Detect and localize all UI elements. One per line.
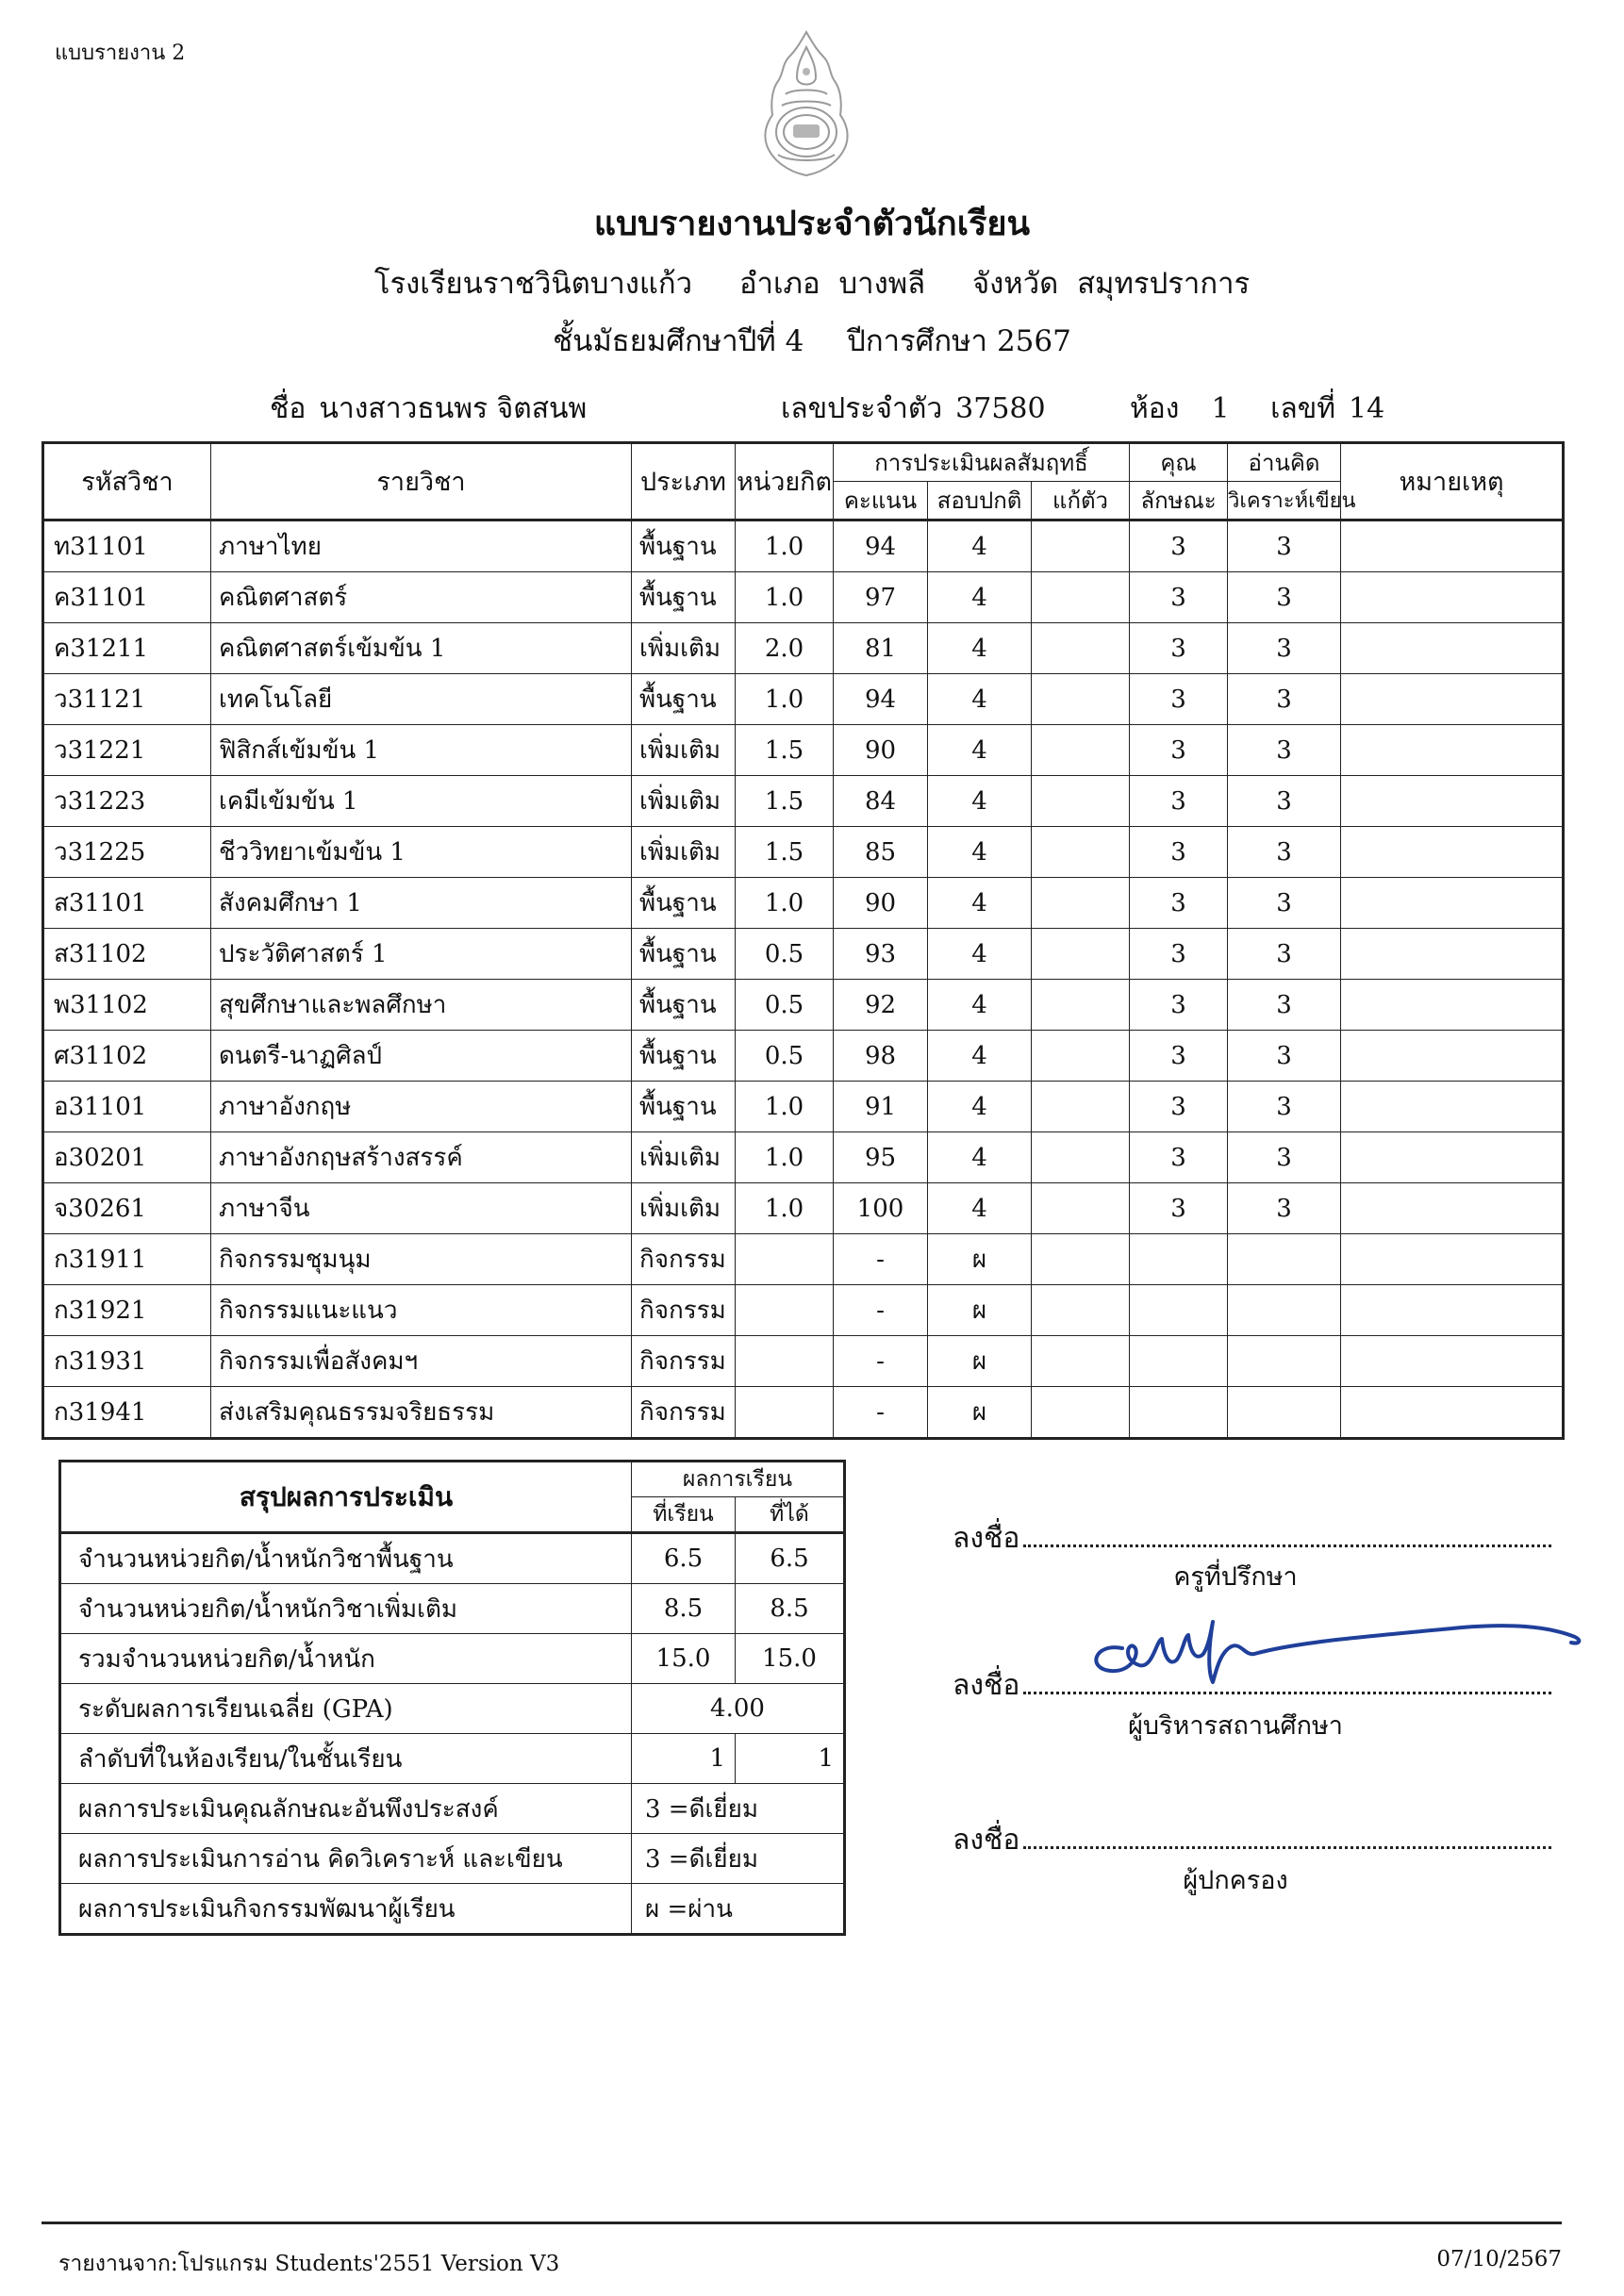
- summary-row-basic: [60, 1533, 845, 1584]
- characteristic-value: [1130, 1387, 1228, 1439]
- subject-type: เพิ่มเติม: [632, 776, 736, 827]
- grade-value: 4: [928, 520, 1032, 572]
- characteristic-value: 3: [1130, 1082, 1228, 1132]
- subject-code: ส31102: [43, 929, 211, 980]
- retake-value: [1032, 1132, 1130, 1183]
- table-row: [43, 1336, 1564, 1387]
- summary-value: 8.5: [632, 1584, 736, 1634]
- student-name: นางสาวธนพร จิตสนพ: [319, 392, 588, 425]
- header-score: คะแนน: [834, 482, 928, 520]
- parent-caption: ผู้ปกครอง: [1183, 1866, 1288, 1895]
- retake-value: [1032, 1285, 1130, 1336]
- credit-value: 1.0: [736, 878, 834, 929]
- remark-value: [1341, 1132, 1564, 1183]
- credit-value: 1.5: [736, 776, 834, 827]
- reading-value: [1228, 1285, 1341, 1336]
- subject-name: ภาษาไทย: [211, 520, 632, 572]
- summary-row-total: [60, 1634, 845, 1684]
- subject-type: เพิ่มเติม: [632, 623, 736, 674]
- sign-label: ลงชื่อ: [953, 1669, 1020, 1702]
- table-row: [43, 725, 1564, 776]
- reading-value: 3: [1228, 1183, 1341, 1234]
- score-value: -: [834, 1285, 928, 1336]
- subject-name: ประวัติศาสตร์ 1: [211, 929, 632, 980]
- header-assessment: การประเมินผลสัมฤทธิ์: [834, 443, 1130, 482]
- remark-value: [1341, 776, 1564, 827]
- reading-value: 3: [1228, 674, 1341, 725]
- credit-value: 0.5: [736, 1031, 834, 1082]
- summary-label: ผลการประเมินกิจกรรมพัฒนาผู้เรียน: [60, 1884, 632, 1935]
- name-label: ชื่อ: [270, 392, 307, 425]
- summary-label: ผลการประเมินการอ่าน คิดวิเคราะห์ และเขียน: [60, 1834, 632, 1884]
- score-value: -: [834, 1336, 928, 1387]
- table-row: [43, 980, 1564, 1031]
- characteristic-value: 3: [1130, 776, 1228, 827]
- score-value: 92: [834, 980, 928, 1031]
- header-retake: แก้ตัว: [1032, 482, 1130, 520]
- subject-code: ก31931: [43, 1336, 211, 1387]
- summary-label: ระดับผลการเรียนเฉลี่ย (GPA): [60, 1684, 632, 1734]
- remark-value: [1341, 980, 1564, 1031]
- subject-type: เพิ่มเติม: [632, 1183, 736, 1234]
- subject-code: ก31921: [43, 1285, 211, 1336]
- subject-name: ดนตรี-นาฏศิลป์: [211, 1031, 632, 1082]
- subject-type: เพิ่มเติม: [632, 725, 736, 776]
- rank-room: 1: [632, 1734, 736, 1784]
- student-id-field: [781, 387, 1046, 431]
- subject-name: กิจกรรมแนะแนว: [211, 1285, 632, 1336]
- subject-code: ก31911: [43, 1234, 211, 1285]
- retake-value: [1032, 929, 1130, 980]
- reading-value: 3: [1228, 1082, 1341, 1132]
- room-label: ห้อง: [1130, 392, 1180, 425]
- school-emblem-icon: [750, 28, 863, 179]
- subject-type: พื้นฐาน: [632, 674, 736, 725]
- retake-value: [1032, 725, 1130, 776]
- grade-value: 4: [928, 572, 1032, 623]
- reading-value: 3: [1228, 520, 1341, 572]
- form-number: แบบรายงาน 2: [55, 41, 186, 65]
- characteristic-value: 3: [1130, 623, 1228, 674]
- score-value: -: [834, 1234, 928, 1285]
- score-value: 90: [834, 878, 928, 929]
- header-type: ประเภท: [632, 443, 736, 520]
- score-value: 97: [834, 572, 928, 623]
- subject-code: ศ31102: [43, 1031, 211, 1082]
- score-value: 85: [834, 827, 928, 878]
- retake-value: [1032, 1387, 1130, 1439]
- reading-value: 3: [1228, 980, 1341, 1031]
- summary-label: จำนวนหน่วยกิต/น้ำหนักวิชาพื้นฐาน: [60, 1533, 632, 1584]
- reading-value: 3: [1228, 1031, 1341, 1082]
- table-row: [43, 1234, 1564, 1285]
- credit-value: 1.5: [736, 827, 834, 878]
- subject-type: พื้นฐาน: [632, 929, 736, 980]
- subject-type: พื้นฐาน: [632, 1031, 736, 1082]
- subject-name: สุขศึกษาและพลศึกษา: [211, 980, 632, 1031]
- characteristic-result: 3 =ดีเยี่ยม: [632, 1784, 845, 1834]
- reading-value: 3: [1228, 623, 1341, 674]
- grade-level: ชั้นมัธยมศึกษาปีที่ 4: [553, 324, 804, 358]
- retake-value: [1032, 1082, 1130, 1132]
- room-field: [1130, 387, 1384, 431]
- remark-value: [1341, 1234, 1564, 1285]
- credit-value: 1.0: [736, 572, 834, 623]
- summary-row-characteristic: [60, 1784, 845, 1834]
- header-subject: รายวิชา: [211, 443, 632, 520]
- subject-name: ภาษาจีน: [211, 1183, 632, 1234]
- summary-value: 15.0: [632, 1634, 736, 1684]
- grade-value: 4: [928, 1132, 1032, 1183]
- subject-name: ส่งเสริมคุณธรรมจริยธรรม: [211, 1387, 632, 1439]
- table-row: [43, 1082, 1564, 1132]
- id-label: เลขประจำตัว: [781, 392, 943, 425]
- gpa-value: 4.00: [632, 1684, 845, 1734]
- subject-name: ภาษาอังกฤษสร้างสรรค์: [211, 1132, 632, 1183]
- remark-value: [1341, 878, 1564, 929]
- remark-value: [1341, 1031, 1564, 1082]
- rank-class: 1: [736, 1734, 845, 1784]
- reading-result: 3 =ดีเยี่ยม: [632, 1834, 845, 1884]
- header-remark: หมายเหตุ: [1341, 443, 1564, 520]
- summary-value: 15.0: [736, 1634, 845, 1684]
- reading-value: [1228, 1387, 1341, 1439]
- credit-value: [736, 1234, 834, 1285]
- summary-row-extra: [60, 1584, 845, 1634]
- reading-value: 3: [1228, 929, 1341, 980]
- credit-value: 1.0: [736, 1183, 834, 1234]
- subject-type: พื้นฐาน: [632, 1082, 736, 1132]
- parent-sign-line: [953, 1818, 1551, 1862]
- remark-value: [1341, 572, 1564, 623]
- school-name: โรงเรียนราชวินิตบางแก้ว: [373, 267, 693, 301]
- retake-value: [1032, 623, 1130, 674]
- summary-earned-header: ที่ได้: [736, 1497, 845, 1533]
- score-value: 94: [834, 520, 928, 572]
- credit-value: [736, 1336, 834, 1387]
- advisor-sign-line: [953, 1516, 1551, 1561]
- score-value: 100: [834, 1183, 928, 1234]
- reading-value: 3: [1228, 725, 1341, 776]
- characteristic-value: [1130, 1234, 1228, 1285]
- subject-type: พื้นฐาน: [632, 520, 736, 572]
- score-value: 94: [834, 674, 928, 725]
- characteristic-value: 3: [1130, 878, 1228, 929]
- subject-type: กิจกรรม: [632, 1234, 736, 1285]
- subject-code: ว31225: [43, 827, 211, 878]
- header-reading-bottom: วิเคราะห์เขียน: [1228, 482, 1341, 520]
- score-value: 91: [834, 1082, 928, 1132]
- score-value: 93: [834, 929, 928, 980]
- room-value: 1: [1211, 392, 1230, 425]
- grade-value: ผ: [928, 1336, 1032, 1387]
- remark-value: [1341, 623, 1564, 674]
- remark-value: [1341, 520, 1564, 572]
- retake-value: [1032, 1183, 1130, 1234]
- characteristic-value: 3: [1130, 674, 1228, 725]
- retake-value: [1032, 520, 1130, 572]
- subject-type: พื้นฐาน: [632, 878, 736, 929]
- retake-value: [1032, 980, 1130, 1031]
- footer-divider: [41, 2222, 1562, 2224]
- summary-label: ผลการประเมินคุณลักษณะอันพึงประสงค์: [60, 1784, 632, 1834]
- subject-name: คณิตศาสตร์: [211, 572, 632, 623]
- report-title: แบบรายงานประจำตัวนักเรียน: [593, 204, 1031, 243]
- table-row: [43, 674, 1564, 725]
- director-caption: ผู้บริหารสถานศึกษา: [1128, 1711, 1343, 1741]
- remark-value: [1341, 827, 1564, 878]
- subject-code: ค31101: [43, 572, 211, 623]
- grades-table: [41, 441, 1565, 1440]
- characteristic-value: 3: [1130, 1031, 1228, 1082]
- retake-value: [1032, 1234, 1130, 1285]
- grade-value: ผ: [928, 1285, 1032, 1336]
- student-id: 37580: [955, 392, 1046, 425]
- subject-code: ว31121: [43, 674, 211, 725]
- header-characteristic-bottom: ลักษณะ: [1130, 482, 1228, 520]
- remark-value: [1341, 1183, 1564, 1234]
- subject-name: เทคโนโลยี: [211, 674, 632, 725]
- subject-code: ท31101: [43, 520, 211, 572]
- grade-value: 4: [928, 776, 1032, 827]
- reading-value: 3: [1228, 572, 1341, 623]
- table-row: [43, 1285, 1564, 1336]
- reading-value: 3: [1228, 878, 1341, 929]
- header-reading-top: อ่านคิด: [1228, 443, 1341, 482]
- grade-value: 4: [928, 980, 1032, 1031]
- credit-value: 1.5: [736, 725, 834, 776]
- summary-label: รวมจำนวนหน่วยกิต/น้ำหนัก: [60, 1634, 632, 1684]
- remark-value: [1341, 1387, 1564, 1439]
- reading-value: [1228, 1234, 1341, 1285]
- student-name-field: [270, 387, 587, 431]
- footer-date: 07/10/2567: [1436, 2247, 1562, 2271]
- district-label: อำเภอ: [738, 267, 820, 301]
- grade-value: 4: [928, 1082, 1032, 1132]
- subject-name: ฟิสิกส์เข้มข้น 1: [211, 725, 632, 776]
- footer-source: รายงานจาก:โปรแกรม Students'2551 Version V3: [58, 2252, 560, 2276]
- subject-name: กิจกรรมชุมนุม: [211, 1234, 632, 1285]
- subject-code: ก31941: [43, 1387, 211, 1439]
- grade-value: 4: [928, 929, 1032, 980]
- grade-value: 4: [928, 674, 1032, 725]
- sign-label: ลงชื่อ: [953, 1522, 1020, 1555]
- grade-line: [0, 317, 1624, 364]
- subject-code: ว31223: [43, 776, 211, 827]
- header-characteristic-top: คุณ: [1130, 443, 1228, 482]
- characteristic-value: 3: [1130, 827, 1228, 878]
- subject-name: สังคมศึกษา 1: [211, 878, 632, 929]
- subject-name: ชีววิทยาเข้มข้น 1: [211, 827, 632, 878]
- characteristic-value: 3: [1130, 572, 1228, 623]
- credit-value: 1.0: [736, 1082, 834, 1132]
- header-credit: หน่วยกิต: [736, 443, 834, 520]
- subject-name: กิจกรรมเพื่อสังคมฯ: [211, 1336, 632, 1387]
- score-value: 95: [834, 1132, 928, 1183]
- retake-value: [1032, 1031, 1130, 1082]
- reading-value: 3: [1228, 1132, 1341, 1183]
- subject-code: ว31221: [43, 725, 211, 776]
- summary-label: ลำดับที่ในห้องเรียน/ในชั้นเรียน: [60, 1734, 632, 1784]
- retake-value: [1032, 878, 1130, 929]
- grade-value: 4: [928, 1183, 1032, 1234]
- header-normal-exam: สอบปกติ: [928, 482, 1032, 520]
- summary-value: 6.5: [736, 1533, 845, 1584]
- summary-row-rank: [60, 1734, 845, 1784]
- score-value: 98: [834, 1031, 928, 1082]
- credit-value: [736, 1387, 834, 1439]
- grade-value: ผ: [928, 1234, 1032, 1285]
- summary-result-header: ผลการเรียน: [632, 1462, 845, 1497]
- school-line: [0, 259, 1624, 306]
- subject-name: เคมีเข้มข้น 1: [211, 776, 632, 827]
- credit-value: 1.0: [736, 1132, 834, 1183]
- table-row: [43, 878, 1564, 929]
- reading-value: [1228, 1336, 1341, 1387]
- subject-type: เพิ่มเติม: [632, 827, 736, 878]
- characteristic-value: 3: [1130, 929, 1228, 980]
- subject-type: พื้นฐาน: [632, 572, 736, 623]
- table-row: [43, 623, 1564, 674]
- remark-value: [1341, 725, 1564, 776]
- district-value: บางพลี: [838, 267, 926, 301]
- characteristic-value: 3: [1130, 1183, 1228, 1234]
- remark-value: [1341, 1336, 1564, 1387]
- province-value: สมุทรปราการ: [1077, 267, 1251, 301]
- sign-label: ลงชื่อ: [953, 1824, 1020, 1857]
- grade-value: 4: [928, 623, 1032, 674]
- table-row: [43, 1031, 1564, 1082]
- grade-value: 4: [928, 725, 1032, 776]
- summary-label: จำนวนหน่วยกิต/น้ำหนักวิชาเพิ่มเติม: [60, 1584, 632, 1634]
- retake-value: [1032, 1336, 1130, 1387]
- summary-row-reading: [60, 1834, 845, 1884]
- credit-value: [736, 1285, 834, 1336]
- grade-value: 4: [928, 878, 1032, 929]
- summary-row-gpa: [60, 1684, 845, 1734]
- retake-value: [1032, 776, 1130, 827]
- subject-name: ภาษาอังกฤษ: [211, 1082, 632, 1132]
- score-value: 90: [834, 725, 928, 776]
- retake-value: [1032, 674, 1130, 725]
- credit-value: 0.5: [736, 929, 834, 980]
- retake-value: [1032, 827, 1130, 878]
- remark-value: [1341, 1285, 1564, 1336]
- remark-value: [1341, 929, 1564, 980]
- characteristic-value: [1130, 1285, 1228, 1336]
- table-row: [43, 1132, 1564, 1183]
- subject-code: ค31211: [43, 623, 211, 674]
- table-row: [43, 776, 1564, 827]
- credit-value: 0.5: [736, 980, 834, 1031]
- advisor-caption: ครูที่ปรึกษา: [1173, 1562, 1298, 1592]
- table-row: [43, 520, 1564, 572]
- score-value: 81: [834, 623, 928, 674]
- table-row: [43, 929, 1564, 980]
- year-value: 2567: [996, 324, 1071, 358]
- activity-result: ผ =ผ่าน: [632, 1884, 845, 1935]
- credit-value: 2.0: [736, 623, 834, 674]
- score-value: 84: [834, 776, 928, 827]
- subject-code: ส31101: [43, 878, 211, 929]
- summary-row-activity: [60, 1884, 845, 1935]
- header-code: รหัสวิชา: [43, 443, 211, 520]
- retake-value: [1032, 572, 1130, 623]
- grade-value: 4: [928, 1031, 1032, 1082]
- grade-value: 4: [928, 827, 1032, 878]
- summary-title: สรุปผลการประเมิน: [60, 1462, 632, 1533]
- characteristic-value: 3: [1130, 980, 1228, 1031]
- subject-code: อ30201: [43, 1132, 211, 1183]
- number-label: เลขที่: [1270, 392, 1336, 425]
- director-sign-line: [953, 1663, 1551, 1708]
- subject-code: จ30261: [43, 1183, 211, 1234]
- summary-registered-header: ที่เรียน: [632, 1497, 736, 1533]
- summary-value: 8.5: [736, 1584, 845, 1634]
- credit-value: 1.0: [736, 674, 834, 725]
- subject-type: เพิ่มเติม: [632, 1132, 736, 1183]
- characteristic-value: [1130, 1336, 1228, 1387]
- subject-type: กิจกรรม: [632, 1387, 736, 1439]
- subject-type: กิจกรรม: [632, 1285, 736, 1336]
- province-label: จังหวัด: [972, 267, 1059, 301]
- score-value: -: [834, 1387, 928, 1439]
- table-row: [43, 1183, 1564, 1234]
- table-row: [43, 827, 1564, 878]
- year-label: ปีการศึกษา: [847, 324, 987, 358]
- subject-type: พื้นฐาน: [632, 980, 736, 1031]
- remark-value: [1341, 674, 1564, 725]
- table-row: [43, 572, 1564, 623]
- subject-type: กิจกรรม: [632, 1336, 736, 1387]
- characteristic-value: 3: [1130, 1132, 1228, 1183]
- summary-value: 6.5: [632, 1533, 736, 1584]
- reading-value: 3: [1228, 827, 1341, 878]
- number-value: 14: [1349, 392, 1385, 425]
- subject-code: อ31101: [43, 1082, 211, 1132]
- reading-value: 3: [1228, 776, 1341, 827]
- credit-value: 1.0: [736, 520, 834, 572]
- characteristic-value: 3: [1130, 725, 1228, 776]
- remark-value: [1341, 1082, 1564, 1132]
- characteristic-value: 3: [1130, 520, 1228, 572]
- grade-value: ผ: [928, 1387, 1032, 1439]
- subject-code: พ31102: [43, 980, 211, 1031]
- summary-table: [58, 1460, 846, 1936]
- subject-name: คณิตศาสตร์เข้มข้น 1: [211, 623, 632, 674]
- table-row: [43, 1387, 1564, 1439]
